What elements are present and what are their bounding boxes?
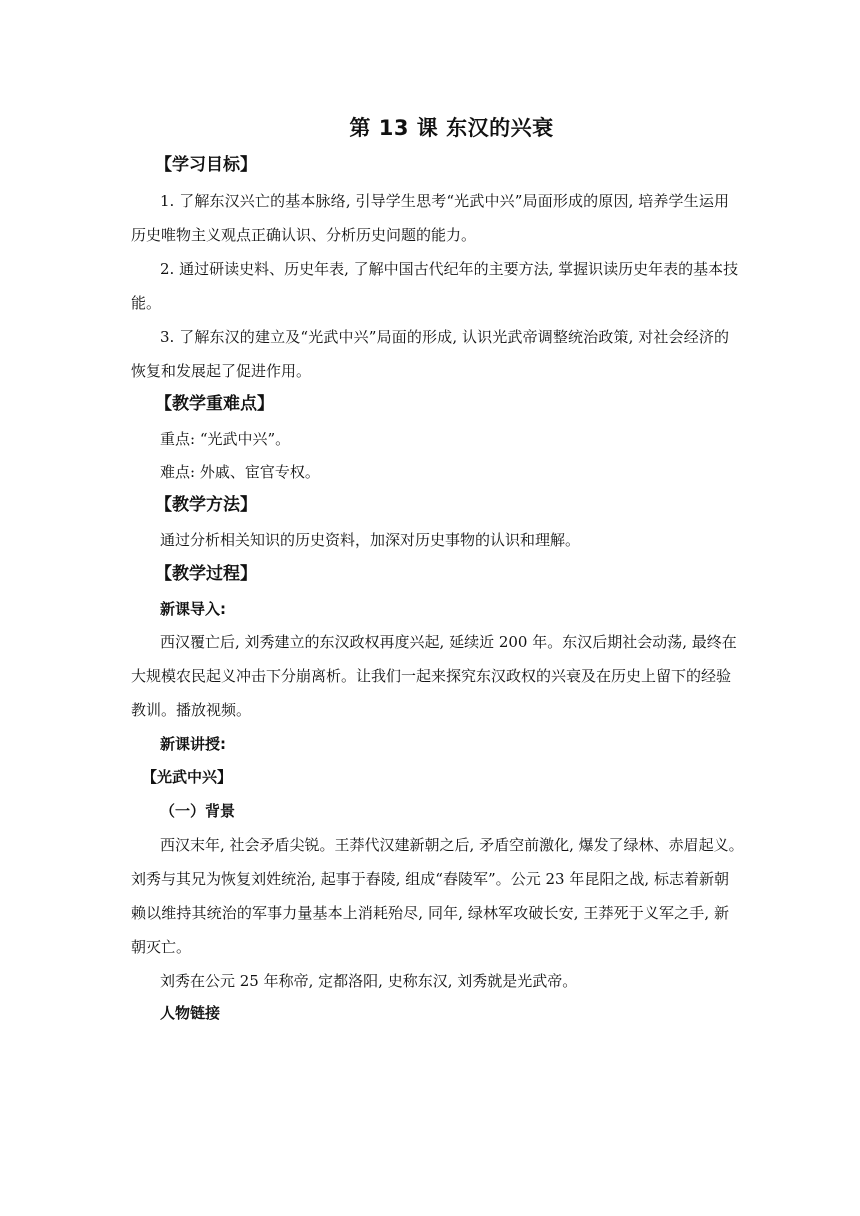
background-heading: （一）背景 — [160, 802, 236, 820]
objective-3-line-2: 恢复和发展起了促进作用。 — [131, 362, 312, 380]
background-line-3: 赖以维持其统治的军事力量基本上消耗殆尽, 同年, 绿林军攻破长安, 王莽死于义军之手, 新 — [131, 904, 729, 922]
process-heading: 【教学过程】 — [155, 564, 257, 584]
intro-line-1: 西汉覆亡后, 刘秀建立的东汉政权再度兴起, 延续近 200 年。东汉后期社会动荡, 最终在 — [160, 633, 737, 651]
difficult-point: 难点: 外戚、宦官专权。 — [160, 463, 320, 481]
methods-heading: 【教学方法】 — [155, 495, 257, 515]
objectives-heading: 【学习目标】 — [155, 155, 257, 175]
objective-1-line-1: 1. 了解东汉兴亡的基本脉络, 引导学生思考“光武中兴”局面形成的原因, 培养学生运用 — [160, 192, 729, 210]
key-point: 重点: “光武中兴”。 — [160, 430, 291, 448]
background-line-2: 刘秀与其兄为恢复刘姓统治, 起事于舂陵, 组成“舂陵军”。公元 23 年昆阳之战, 标志着新朝 — [131, 870, 729, 888]
objective-3-line-1: 3. 了解东汉的建立及“光武中兴”局面的形成, 认识光武帝调整统治政策, 对社会经济的 — [160, 328, 729, 346]
intro-heading: 新课导入: — [160, 600, 226, 618]
page-title: 第 13 课 东汉的兴衰 — [349, 116, 554, 140]
topic-heading: 【光武中兴】 — [142, 768, 233, 786]
objective-2-line-1: 2. 通过研读史料、历史年表, 了解中国古代纪年的主要方法, 掌握识读历史年表的基本技 — [160, 260, 739, 278]
intro-line-2: 大规模农民起义冲击下分崩离析。让我们一起来探究东汉政权的兴衰及在历史上留下的经验 — [131, 667, 732, 685]
intro-line-3: 教训。播放视频。 — [131, 701, 252, 719]
emperor-line: 刘秀在公元 25 年称帝, 定都洛阳, 史称东汉, 刘秀就是光武帝。 — [160, 972, 578, 990]
background-line-4: 朝灭亡。 — [131, 938, 192, 956]
character-link-heading: 人物链接 — [160, 1004, 221, 1022]
lecture-heading: 新课讲授: — [160, 735, 226, 753]
objective-2-line-2: 能。 — [131, 294, 162, 312]
objective-1-line-2: 历史唯物主义观点正确认识、分析历史问题的能力。 — [131, 226, 477, 244]
key-points-heading: 【教学重难点】 — [155, 394, 274, 414]
background-line-1: 西汉末年, 社会矛盾尖锐。王莽代汉建新朝之后, 矛盾空前激化, 爆发了绿林、赤眉起义。 — [160, 836, 744, 854]
methods-text: 通过分析相关知识的历史资料，加深对历史事物的认识和理解。 — [160, 531, 581, 549]
